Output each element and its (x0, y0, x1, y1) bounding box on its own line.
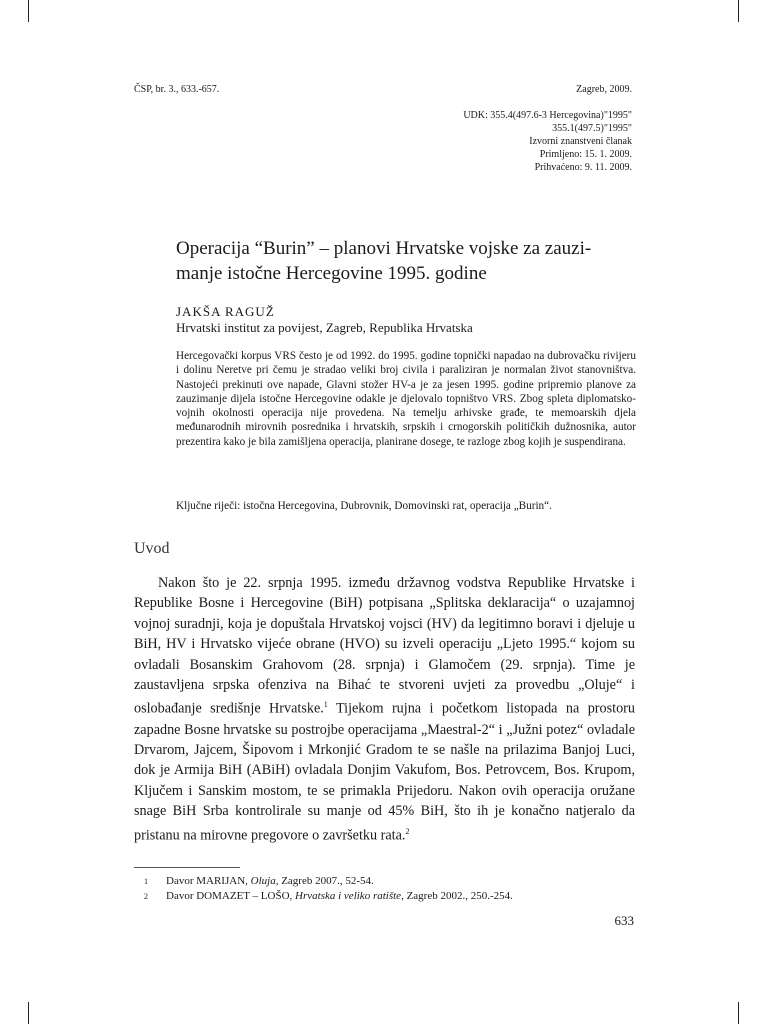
footnotes (144, 874, 634, 904)
article-type: Izvorni znanstveni članak (529, 136, 632, 147)
author-name: JAKŠA RAGUŽ (176, 304, 275, 319)
body-paragraph (134, 573, 635, 846)
body-text-part: Tijekom rujna i početkom listopada na prostoru zapadne Bosne hrvatske su postrojbe operacijama „Maestral-2“ i „Južni potez“ ovladale Drvarom, Jajcem, Šipovom i Mrkonjić Gradom te se našle na prilazima Banjoj Luci, dok je Armija BiH (ABiH) ovladala Donjim Vakufom, Bos. Petrovcem, Bos. Krupom, Ključem i Sanskim mostom, te se primakla Prijedoru. Nakon ovih operacija oružane snage BiH Srba kontrolirale su manje od 45% BiH, što ih je konačno natjeralo da pristanu na mirovne pregovore o završetku rata. (134, 701, 635, 844)
section-heading: Uvod (134, 540, 170, 557)
footnote-text (166, 889, 513, 904)
page-number: 633 (614, 913, 634, 928)
place-year: Zagreb, 2009. (576, 84, 632, 95)
footnote-author: Davor MARIJAN, (166, 875, 251, 887)
body-text (134, 573, 635, 846)
footnote-reference[interactable]: 1 (323, 700, 328, 710)
footnote-reference[interactable]: 2 (405, 826, 410, 836)
crop-mark-bottom-left (28, 1002, 29, 1024)
keywords: Ključne riječi: istočna Hercegovina, Dubrovnik, Domovinski rat, operacija „Burin“. (176, 500, 552, 512)
accepted-date: Prihvaćeno: 9. 11. 2009. (534, 162, 632, 173)
footnote-work-title: Oluja (250, 875, 276, 887)
crop-mark-top-left (28, 0, 29, 22)
footnote-number: 1 (144, 877, 148, 886)
title-line: manje istočne Hercegovine 1995. godine (176, 263, 487, 284)
journal-reference: ČSP, br. 3., 633.-657. (134, 84, 220, 95)
title-line: Operacija “Burin” – planovi Hrvatske vojske za zauzi- (176, 238, 592, 259)
received-date: Primljeno: 15. 1. 2009. (539, 149, 632, 160)
footnote-text (166, 874, 374, 889)
abstract: Hercegovački korpus VRS često je od 1992. do 1995. godine topnički napadao na dubrovačku rivijeru i dolinu Neretve pri čemu je stradao veliki broj civila i paraliziran je normalan život stanovništva. Nastojeći prekinuti ove napade, Glavni stožer HV-a je za jesen 1995. godine pripremio planove za zauzimanje dijela istočne Hercegovine odakle je djelovalo topništvo VRS. Zbog spleta diplomatsko-vojnih okolnosti operacija nije provedena. Na temelju arhivske građe, te memoarskih djela međunarodnih mirovnih posrednika i hrvatskih, srpskih i crnogorskih političkih dužnosnika, autor prezentira kako je bila zamišljena operacija, planirane dosege, te razloge zbog kojih je suspendirana. (176, 350, 636, 448)
footnote-details: , Zagreb 2007., 52-54. (275, 875, 374, 887)
udk-line: UDK: 355.4(497.6-3 Hercegovina)"1995" (463, 110, 632, 121)
footnote-details: , Zagreb 2002., 250.-254. (401, 890, 513, 902)
footnote-number: 2 (144, 892, 148, 901)
crop-mark-top-right (738, 0, 739, 22)
udk-block (463, 109, 632, 174)
footnote-separator (134, 867, 240, 868)
footnote-work-title: Hrvatska i veliko ratište (295, 890, 402, 902)
footnote (144, 874, 634, 889)
article-title (176, 236, 636, 286)
author-affiliation: Hrvatski institut za povijest, Zagreb, Republika Hrvatska (176, 320, 473, 335)
footnote-author: Davor DOMAZET – LOŠO, (166, 890, 296, 902)
footnote (144, 889, 634, 904)
body-text-part: Nakon što je 22. srpnja 1995. između državnog vodstva Republike Hrvatske i Republike Bosne i Hercegovine (BiH) potpisana „Splitska deklaracija“ o uzajamnoj vojnoj suradnji, koja je dopuštala Hrvatskoj vojsci (HV) da legitimno boravi i djeluje u BiH, HV i Hrvatsko vijeće obrane (HVO) su izveli operaciju „Ljeto 1995.“ kojom su ovladali Bosanskim Grahovom (28. srpnja) i Glamočem (29. srpnja). Time je zaustavljena srpska ofenziva na Bihać te stvoreni uvjeti za provedbu „Oluje“ i oslobađanje središnje Hrvatske. (134, 575, 635, 718)
crop-mark-bottom-right (738, 1002, 739, 1024)
udk-line: 355.1(497.5)"1995" (552, 123, 632, 134)
